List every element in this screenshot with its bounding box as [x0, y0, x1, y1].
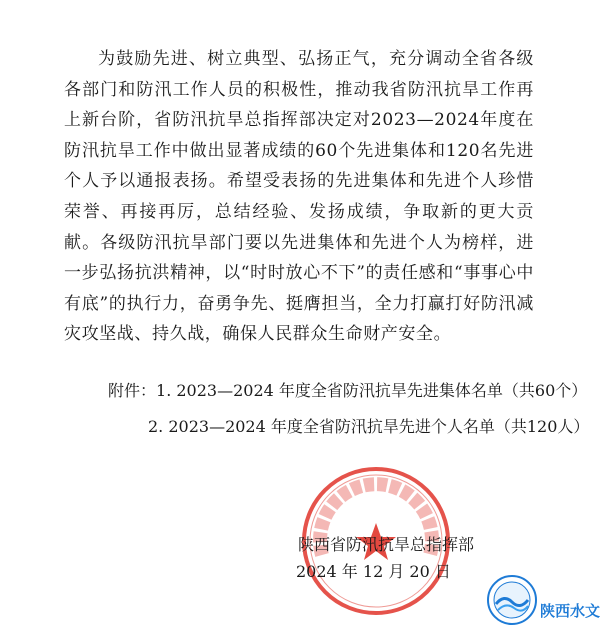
- body-paragraph: 为鼓励先进、树立典型、弘扬正气，充分调动全省各级各部门和防汛工作人员的积极性，推动我省防汛抗旱工作再上新台阶，省防汛抗旱总指挥部决定对2023—2024年度在防汛抗旱工作中做出显著成绩的60个先进集体和120名先进个人予以通报表扬。希望受表扬的先进集体和先进个人珍惜荣誉、再接再厉，总结经验、发扬成绩，争取新的更大贡献。各级防汛抗旱部门要以先进集体和先进个人为榜样，进一步弘扬抗洪精神，以“时时放心不下”的责任感和“事事心中有底”的执行力，奋勇争先、挺膺担当，全力打赢打好防汛减灾攻坚战、持久战，确保人民群众生命财产安全。: [64, 49, 534, 345]
- signature-org: 陕西省防汛抗旱总指挥部: [298, 535, 475, 554]
- attachment-line-1: [64, 381, 588, 401]
- signature-date: 2024 年 12 月 20 日: [296, 562, 451, 581]
- watermark-text: 陕西水文: [540, 602, 600, 620]
- attachment-item-2: 2. 2023—2024 年度全省防汛抗旱先进个人名单（共120人）: [148, 417, 590, 436]
- attachment-item-1: 1. 2023—2024 年度全省防汛抗旱先进集体名单（共60个）: [156, 381, 588, 400]
- attachment-label: 附件：: [108, 381, 157, 400]
- attachment-line-2: [64, 417, 590, 437]
